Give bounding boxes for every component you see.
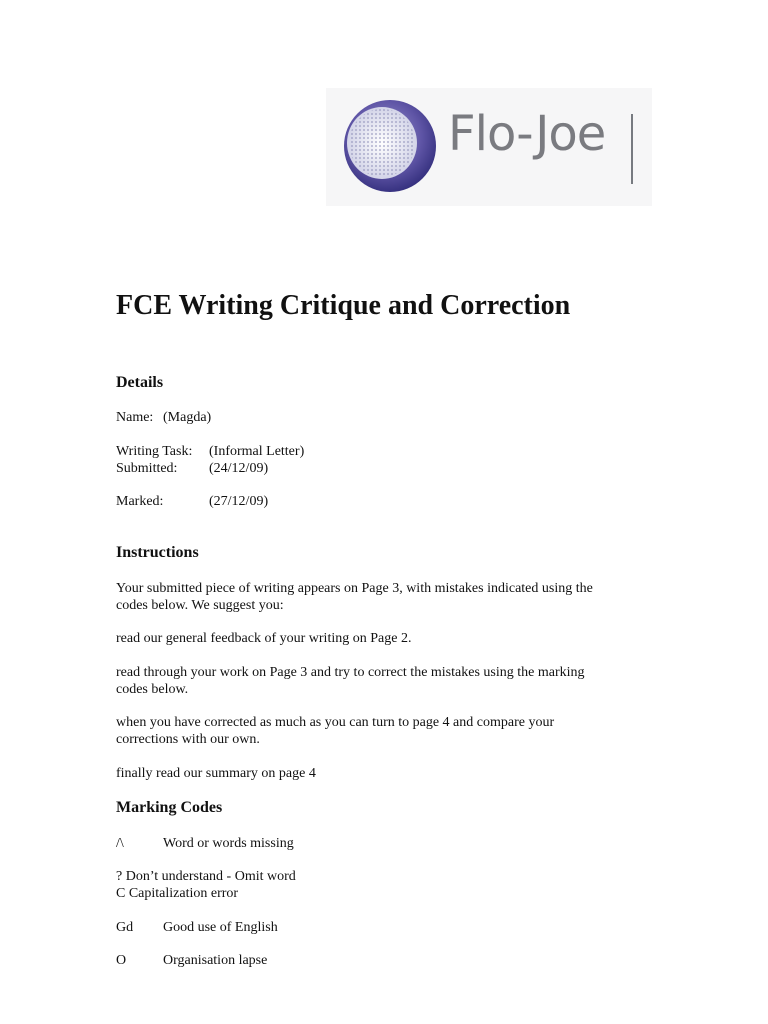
code-row-dont-understand: ? Don’t understand - Omit word bbox=[116, 869, 296, 884]
code-good-desc: Good use of English bbox=[163, 920, 278, 935]
submitted-row bbox=[116, 460, 269, 477]
submitted-label: Submitted: bbox=[116, 461, 178, 476]
logo-divider bbox=[631, 114, 633, 184]
details-heading: Details bbox=[116, 374, 164, 391]
instruction-step-4: finally read our summary on page 4 bbox=[116, 766, 316, 781]
name-label: Name: bbox=[116, 410, 154, 425]
code-missing-desc: Word or words missing bbox=[163, 836, 294, 851]
code-row-organisation bbox=[116, 952, 268, 969]
name-row bbox=[116, 409, 212, 426]
globe-icon bbox=[326, 88, 456, 206]
instructions-intro-line-2: codes below. We suggest you: bbox=[116, 598, 284, 613]
code-good: Gd bbox=[116, 920, 134, 935]
instruction-step-3-line-2: corrections with our own. bbox=[116, 732, 260, 747]
code-row-capitalization: C Capitalization error bbox=[116, 886, 239, 901]
instruction-step-2-line-2: codes below. bbox=[116, 682, 189, 697]
instruction-step-3-line-1: when you have corrected as much as you can turn to page 4 and compare your bbox=[116, 715, 555, 730]
code-organisation: O bbox=[116, 953, 127, 968]
logo-wordmark: Flo-Joe bbox=[448, 106, 606, 162]
page-title: FCE Writing Critique and Correction bbox=[116, 290, 571, 321]
instruction-step-2-line-1: read through your work on Page 3 and try to correct the mistakes using the marking bbox=[116, 665, 585, 680]
marked-value: (27/12/09) bbox=[209, 494, 269, 509]
code-row-good bbox=[116, 919, 278, 936]
code-row-missing bbox=[116, 835, 294, 852]
marked-row bbox=[116, 493, 269, 510]
flo-joe-logo bbox=[326, 88, 652, 206]
instruction-step-1: read our general feedback of your writing on Page 2. bbox=[116, 631, 412, 646]
instructions-heading: Instructions bbox=[116, 544, 199, 561]
marking-codes-heading: Marking Codes bbox=[116, 799, 223, 816]
instructions-intro-line-1: Your submitted piece of writing appears on Page 3, with mistakes indicated using the bbox=[116, 581, 593, 596]
marked-label: Marked: bbox=[116, 494, 164, 509]
writing-task-label: Writing Task: bbox=[116, 444, 193, 459]
writing-task-value: (Informal Letter) bbox=[209, 444, 305, 459]
name-value: (Magda) bbox=[163, 410, 212, 425]
submitted-value: (24/12/09) bbox=[209, 461, 269, 476]
code-missing: /\ bbox=[116, 836, 124, 851]
writing-task-row bbox=[116, 443, 305, 460]
code-organisation-desc: Organisation lapse bbox=[163, 953, 268, 968]
